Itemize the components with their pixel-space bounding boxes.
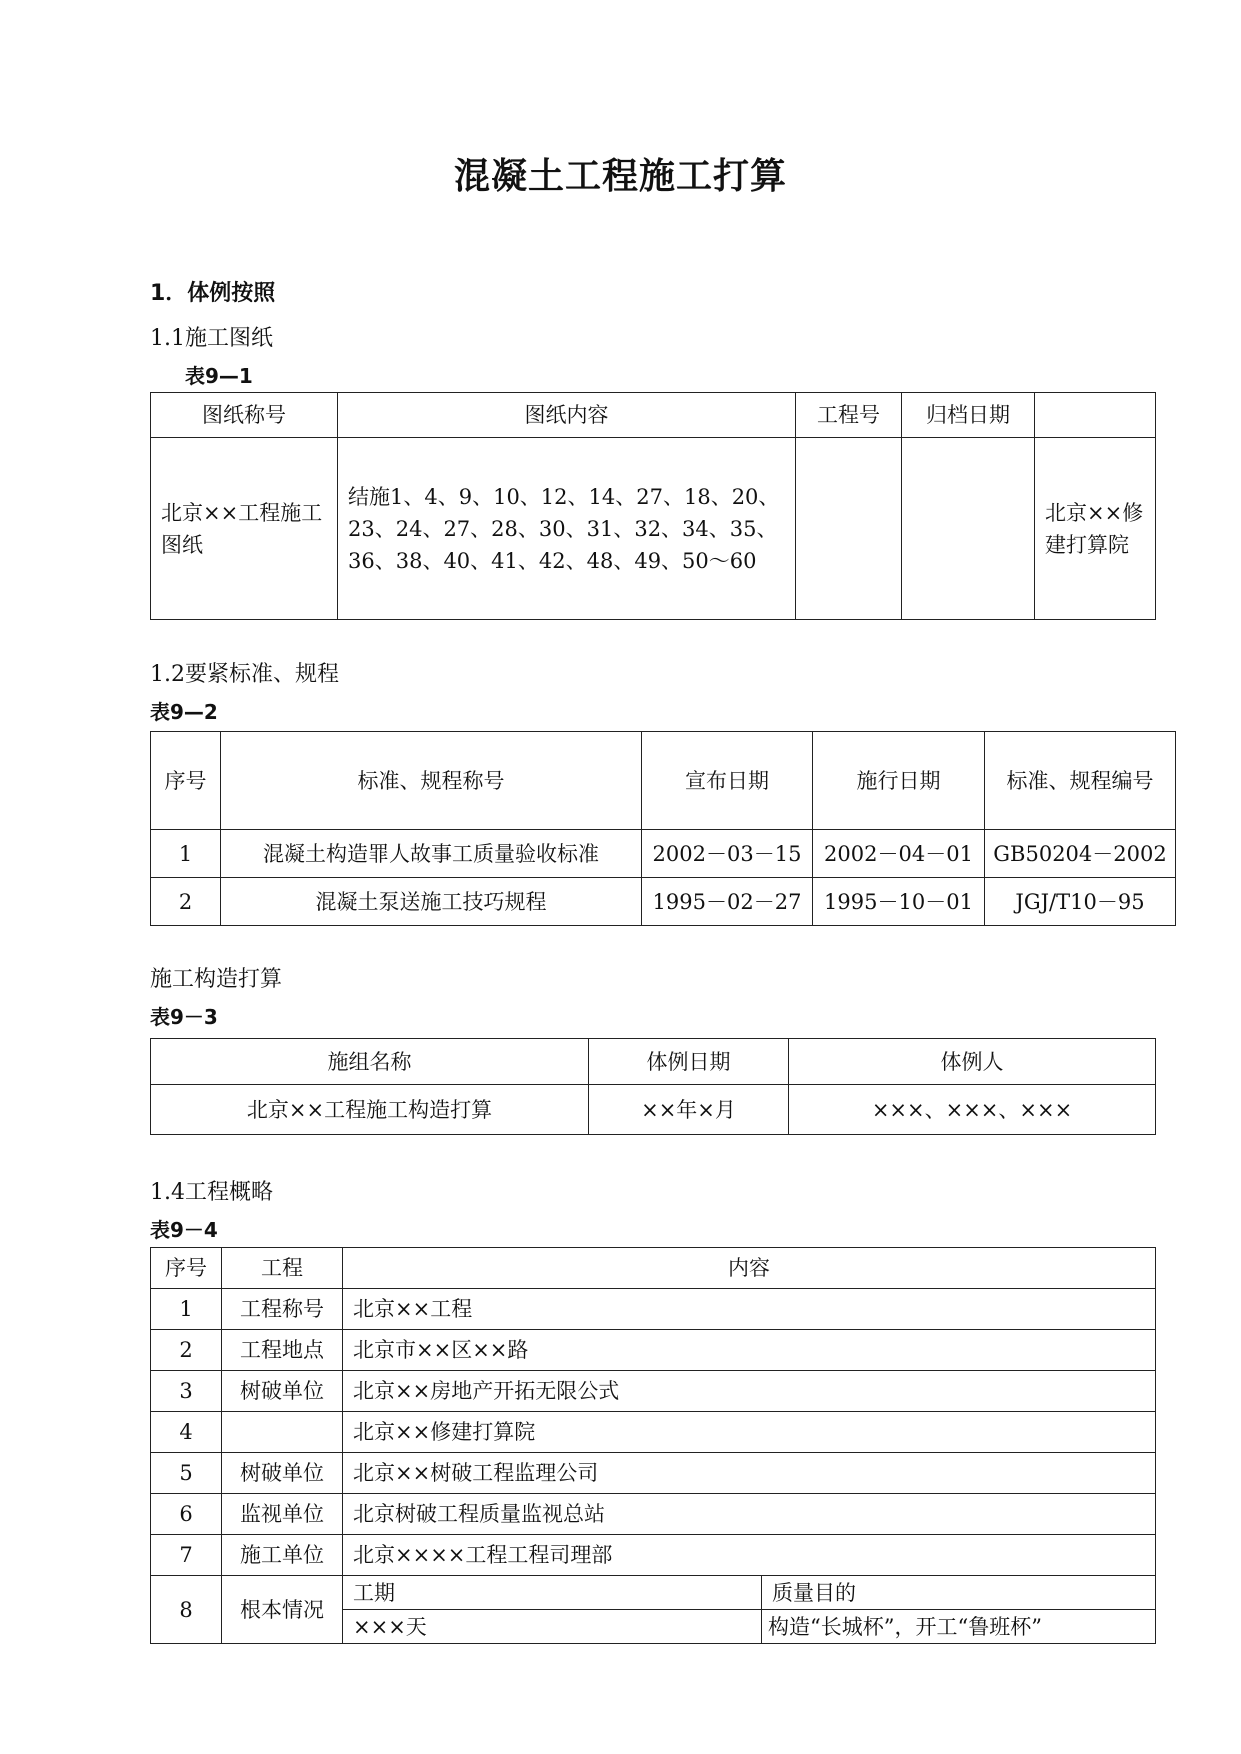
table-caption-9-4: 表9－4 xyxy=(150,1218,218,1242)
table-row xyxy=(151,1576,1156,1610)
header-cell: 施行日期 xyxy=(813,732,985,830)
document-title: 混凝土工程施工打算 xyxy=(453,156,787,197)
cell: 2 xyxy=(151,1330,222,1371)
cell: 3 xyxy=(151,1371,222,1412)
table-caption-9-1: 表9—1 xyxy=(185,364,253,388)
header-cell: 体例日期 xyxy=(589,1039,789,1085)
table-caption-9-2: 表9—2 xyxy=(150,700,218,724)
cell: 北京××树破工程监理公司 xyxy=(343,1453,1156,1494)
cell: 树破单位 xyxy=(222,1371,343,1412)
section-heading-1: 1．体例按照 xyxy=(150,281,276,306)
table-row xyxy=(151,1330,1156,1371)
cell: 7 xyxy=(151,1535,222,1576)
cell: 2002－04－01 xyxy=(813,830,985,878)
table-row xyxy=(151,1453,1156,1494)
cell: 树破单位 xyxy=(222,1453,343,1494)
cell: GB50204－2002 xyxy=(985,830,1176,878)
header-cell: 标准、规程编号 xyxy=(985,732,1176,830)
cell: 北京××××工程工程司理部 xyxy=(343,1535,1156,1576)
period-label-cell: 工期 xyxy=(343,1576,762,1610)
table-row xyxy=(151,1494,1156,1535)
archive-date-cell xyxy=(902,438,1035,620)
cell: 2002－03－15 xyxy=(642,830,813,878)
header-cell: 宣布日期 xyxy=(642,732,813,830)
cell xyxy=(222,1412,343,1453)
header-cell: 工程号 xyxy=(796,393,902,438)
cell: 混凝土泵送施工技巧规程 xyxy=(221,878,642,926)
cell: 6 xyxy=(151,1494,222,1535)
table-row xyxy=(151,1412,1156,1453)
subsection-heading-1-3: 施工构造打算 xyxy=(150,967,283,992)
header-cell: 序号 xyxy=(151,1248,222,1289)
header-cell: 归档日期 xyxy=(902,393,1035,438)
cell: 北京××工程施工构造打算 xyxy=(151,1085,589,1135)
quality-value-cell: 构造“长城杯”，开工“鲁班杯” xyxy=(762,1610,1156,1644)
cell: 混凝土构造罪人故事工质量验收标准 xyxy=(221,830,642,878)
table-caption-9-3: 表9－3 xyxy=(150,1005,218,1029)
cell: 北京××房地产开拓无限公式 xyxy=(343,1371,1156,1412)
cell: JGJ/T10－95 xyxy=(985,878,1176,926)
cell: 1 xyxy=(151,830,221,878)
cell: ××年×月 xyxy=(589,1085,789,1135)
table-row xyxy=(151,1085,1156,1135)
subsection-heading-1-1: 1.1施工图纸 xyxy=(150,326,273,351)
cell: 根本情况 xyxy=(222,1576,343,1644)
standards-table xyxy=(150,731,1176,926)
design-institute-cell: 北京××修建打算院 xyxy=(1035,438,1156,620)
header-cell: 体例人 xyxy=(789,1039,1156,1085)
subsection-heading-1-4: 1.4工程概略 xyxy=(150,1180,273,1205)
table-row xyxy=(151,1535,1156,1576)
project-overview-table xyxy=(150,1247,1156,1644)
cell: 5 xyxy=(151,1453,222,1494)
cell: 1 xyxy=(151,1289,222,1330)
cell: 北京××修建打算院 xyxy=(343,1412,1156,1453)
construction-plan-table xyxy=(150,1038,1156,1135)
cell: 施工单位 xyxy=(222,1535,343,1576)
project-no-cell xyxy=(796,438,902,620)
drawings-table xyxy=(150,392,1156,620)
cell: ×××、×××、××× xyxy=(789,1085,1156,1135)
header-cell: 工程 xyxy=(222,1248,343,1289)
header-cell: 内容 xyxy=(343,1248,1156,1289)
cell: 1995－02－27 xyxy=(642,878,813,926)
cell: 工程称号 xyxy=(222,1289,343,1330)
cell: 1995－10－01 xyxy=(813,878,985,926)
cell: 监视单位 xyxy=(222,1494,343,1535)
cell: 4 xyxy=(151,1412,222,1453)
cell: 2 xyxy=(151,878,221,926)
drawing-content-cell: 结施1、4、9、10、12、14、27、18、20、23、24、27、28、30、31、32、34、35、36、38、40、41、42、48、49、50～60 xyxy=(338,438,796,620)
header-cell: 图纸内容 xyxy=(338,393,796,438)
header-cell xyxy=(1035,393,1156,438)
cell: 8 xyxy=(151,1576,222,1644)
table-row xyxy=(151,1371,1156,1412)
header-cell: 图纸称号 xyxy=(151,393,338,438)
cell: 北京树破工程质量监视总站 xyxy=(343,1494,1156,1535)
cell: 北京市××区××路 xyxy=(343,1330,1156,1371)
quality-label-cell: 质量目的 xyxy=(762,1576,1156,1610)
header-cell: 标准、规程称号 xyxy=(221,732,642,830)
table-row xyxy=(151,830,1176,878)
drawing-name-cell: 北京××工程施工图纸 xyxy=(151,438,338,620)
header-cell: 序号 xyxy=(151,732,221,830)
period-value-cell: ×××天 xyxy=(343,1610,762,1644)
cell: 工程地点 xyxy=(222,1330,343,1371)
table-row xyxy=(151,878,1176,926)
cell: 北京××工程 xyxy=(343,1289,1156,1330)
table-row xyxy=(151,1289,1156,1330)
subsection-heading-1-2: 1.2要紧标准、规程 xyxy=(150,662,339,687)
header-cell: 施组名称 xyxy=(151,1039,589,1085)
